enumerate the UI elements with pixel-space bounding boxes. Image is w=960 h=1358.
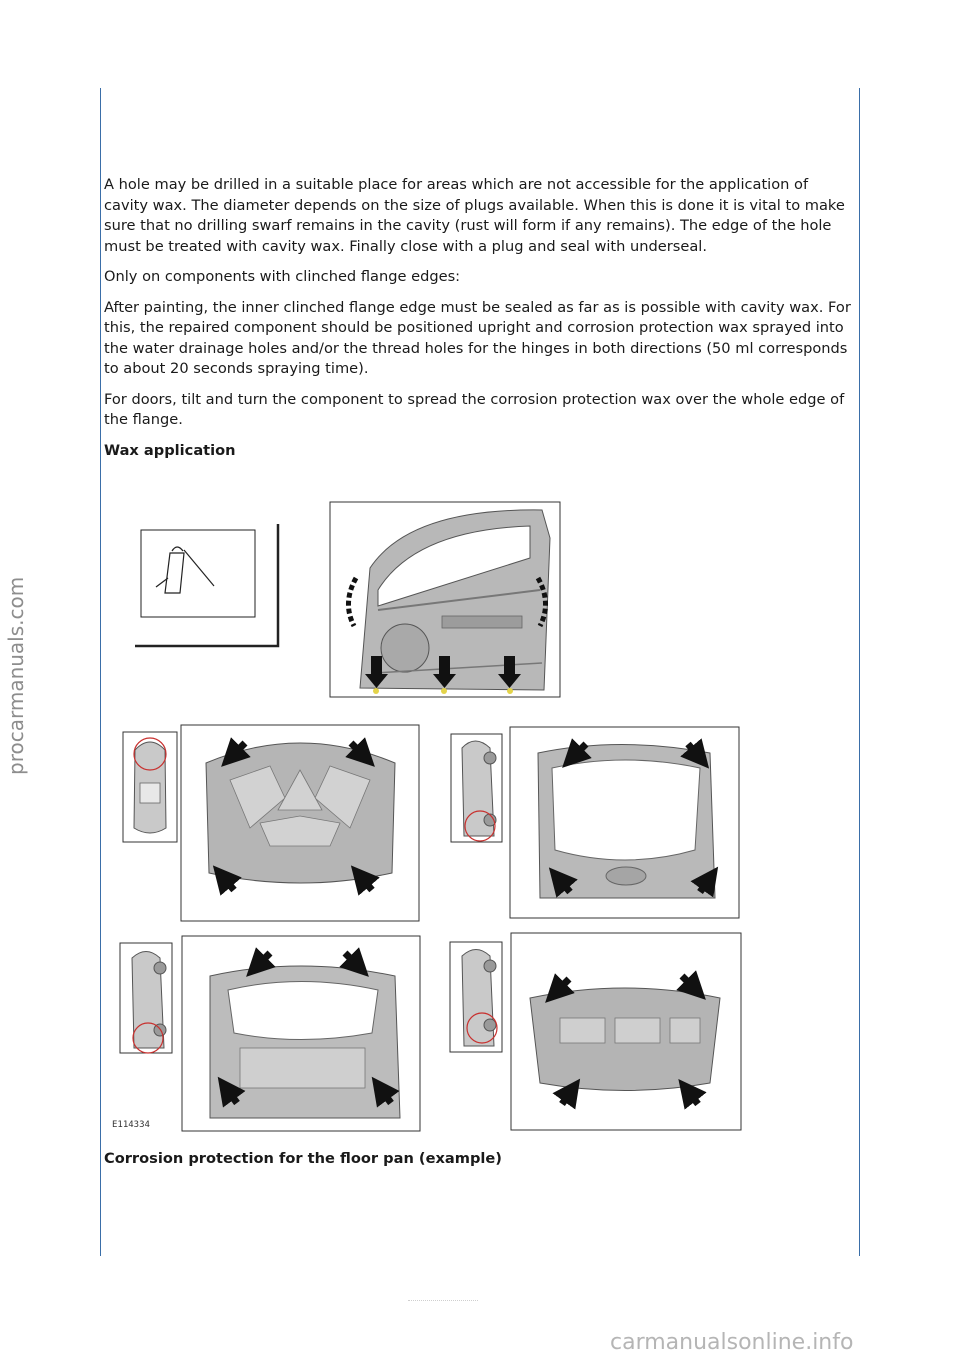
tailgate-locator-icon [451, 734, 502, 842]
page-footer-mark [408, 1300, 478, 1303]
section-heading: Wax application [104, 441, 236, 459]
right-margin-rule [859, 88, 860, 1256]
left-margin-rule [100, 88, 101, 1256]
side-watermark: procarmanuals.com [4, 576, 28, 775]
paragraph-drill-hole: A hole may be drilled in a suitable place for areas which are not accessible for the application of cavity wax. The diameter depends on the size of plugs available. When this is done it is vital to make sure that no drilling swarf remains in the cavity (rust will form if any remains). The edge of the hole must be treated with cavity wax. Finally close with a plug and seal with underseal. [104, 176, 845, 255]
wax-application-illustration [110, 498, 750, 1138]
bootlid-illustration [511, 933, 741, 1130]
bonnet-illustration [181, 725, 419, 921]
wax-application-figure [110, 498, 750, 1138]
bonnet-locator-icon [123, 732, 177, 842]
paragraph-clinched-note: Only on components with clinched flange edges: [104, 268, 461, 285]
bootlid-locator-icon [450, 942, 502, 1052]
hatch-illustration [182, 936, 420, 1131]
paragraph-after-painting: After painting, the inner clinched flange edge must be sealed as far as is possible with cavity wax. For this, the repaired component should be positioned upright and corrosion protection wax sprayed into the water drainage holes and/or the thread holes for the hinges in both directions (50 ml corresponds to about 20 seconds spraying time). [104, 298, 851, 377]
hatch-locator-icon [120, 943, 172, 1053]
tailgate-frame-illustration [510, 727, 739, 918]
front-door-illustration [330, 502, 560, 697]
bottom-watermark: carmanualsonline.info [610, 1330, 854, 1355]
figure-code: E114334 [112, 1120, 150, 1130]
figure-caption: Corrosion protection for the floor pan (example) [104, 1150, 502, 1167]
paragraph-doors: For doors, tilt and turn the component to spread the corrosion protection wax over the whole edge of the flange. [104, 390, 845, 428]
spray-can-icon [135, 524, 278, 646]
body-text [104, 175, 856, 461]
